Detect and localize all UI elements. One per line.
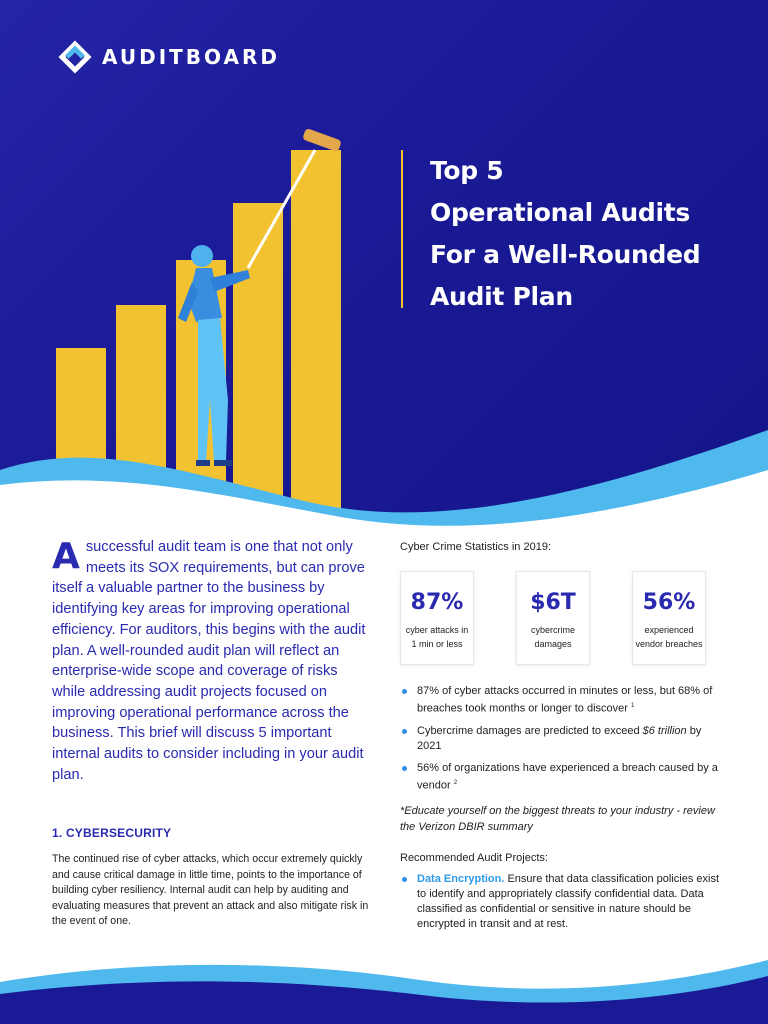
- title-line: Audit Plan: [430, 282, 573, 311]
- list-item: [400, 724, 725, 754]
- logo-text: AUDITBOARD: [102, 45, 280, 69]
- stat-desc: cyber attacks in 1 min or less: [405, 625, 469, 649]
- bullet-text: 87% of cyber attacks occurred in minutes or less, but 68% of breaches took months or longer to discover: [417, 685, 713, 715]
- list-item: [400, 872, 725, 932]
- recommended-list: [400, 872, 725, 932]
- title-line: For a Well-Rounded: [430, 240, 701, 269]
- intro-dropcap: A: [52, 536, 80, 577]
- list-item: [400, 684, 725, 717]
- section-heading-cybersecurity: 1. CYBERSECURITY: [52, 826, 172, 840]
- stat-card: [516, 571, 590, 665]
- title-line: Top 5: [430, 156, 504, 185]
- rec-text: Ensure that data classification policies exist to identify and appropriately classify confidential data. Data classified as confidential or sensitive in nature should be encrypted in transit and at rest.: [417, 873, 720, 930]
- stat-value: 56%: [642, 590, 696, 615]
- stats-bullet-list: [400, 684, 725, 800]
- title-line: Operational Audits: [430, 198, 690, 227]
- footnote-ref[interactable]: 2: [453, 779, 458, 786]
- stat-card: [400, 571, 474, 665]
- rec-title: Data Encryption.: [417, 873, 505, 885]
- footer-wave: [0, 952, 768, 1024]
- chart-bar-5: [291, 150, 341, 518]
- bullet-text: 56% of organizations have experienced a breach caused by a vendor: [417, 761, 718, 792]
- footnote-ref[interactable]: 1: [631, 703, 635, 709]
- stat-value: $6T: [530, 590, 576, 615]
- stat-card: [632, 571, 706, 665]
- recommended-label: Recommended Audit Projects:: [400, 852, 548, 864]
- stat-desc: cybercrime damages: [530, 625, 575, 649]
- logo-icon: [58, 40, 92, 74]
- bullet-text: Cybercrime damages are predicted to exceed: [417, 724, 643, 737]
- page-title: [430, 150, 750, 318]
- bullet-text: by 2021: [417, 724, 702, 752]
- auditboard-logo[interactable]: [58, 40, 280, 74]
- section-body-cybersecurity: The continued rise of cyber attacks, which occur extremely quickly and cause critical damage in little time, points to the importance of building cyber resiliency. Internal audit can help by auditing and evaluating measures that prevent an attack and also mitigate risk in the event of one.: [52, 853, 369, 927]
- intro-paragraph: [52, 537, 372, 785]
- bullet-emphasis: $6 trillion: [642, 724, 687, 737]
- stats-label: Cyber Crime Statistics in 2019:: [400, 541, 551, 553]
- intro-text: successful audit team is one that not only meets its SOX requirements, but can prove itself a valuable partner to the business by identifying key areas for improving operational efficiency. For auditors, this begins with the audit plan. A well-rounded audit plan will reflect an enterprise-wide scope and coverage of risks while addressing audit projects focused on improving operational performance across the business. This brief will discuss 5 important internal audits to consider including in your audit plan.: [52, 539, 366, 783]
- stat-value: 87%: [410, 590, 464, 615]
- stat-desc: experienced vendor breaches: [635, 625, 703, 649]
- dbir-note[interactable]: *Educate yourself on the biggest threats to your industry - review the Verizon DBIR summary: [400, 805, 715, 833]
- list-item: [400, 761, 725, 794]
- title-divider: [401, 150, 403, 308]
